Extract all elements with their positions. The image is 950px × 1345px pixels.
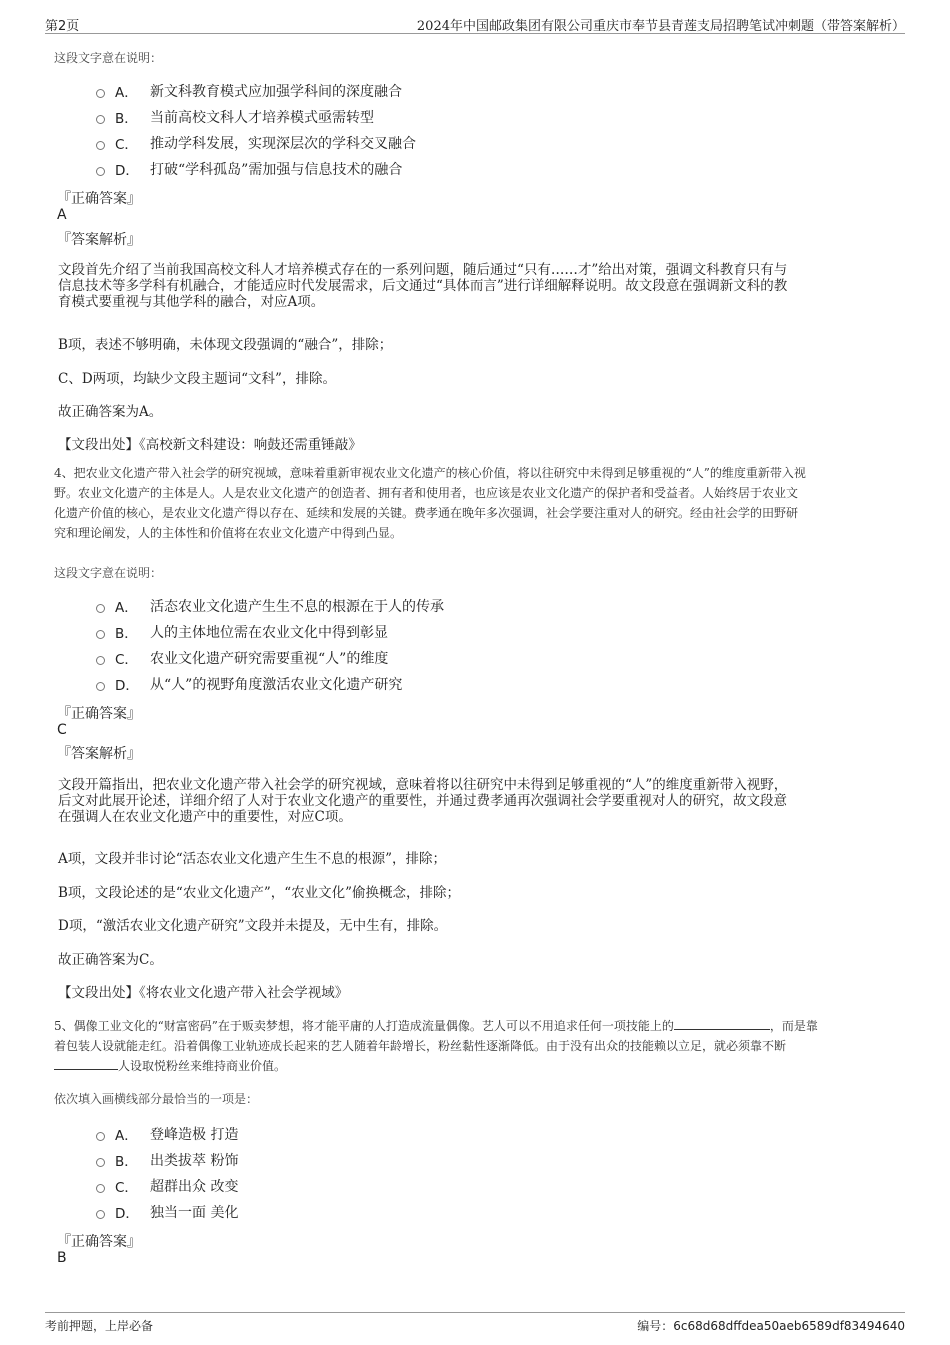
q5-answer: B	[57, 1250, 67, 1266]
q5-answer-label: 『正确答案』	[57, 1234, 141, 1250]
q5-option-c[interactable]: C． 超群出众 改变	[96, 1176, 238, 1196]
q4-analysis-a: A项，文段并非讨论“活态农业文化遗产生生不息的根源”，排除；	[58, 851, 447, 867]
q4-analysis: 文段开篇指出，把农业文化遗产带入社会学的研究视域，意味着将以往研究中未得到足够重视的“人”的维度重新带入视野， 后文对此展开论述，详细介绍了人对于农业文化遗产的重要性，并通过费孝通再次强调社会学要重视对人的研究，故文段意 在强调人在农业文化遗产中的重要性，对应C项。	[58, 777, 788, 825]
radio-icon[interactable]	[96, 656, 105, 665]
q4-source: 【文段出处】《将农业文化遗产带入社会学视域》	[58, 985, 349, 1001]
radio-icon[interactable]	[96, 115, 105, 124]
q4-prompt: 这段文字意在说明：	[54, 566, 163, 580]
q3-option-c[interactable]: C． 推动学科发展，实现深层次的学科交叉融合	[96, 133, 416, 153]
q3-answer: A	[57, 207, 67, 223]
q3-analysis-cd: C、D两项，均缺少文段主题词“文科”，排除。	[58, 371, 336, 387]
q5-option-b[interactable]: B． 出类拔萃 粉饰	[96, 1150, 238, 1170]
radio-icon[interactable]	[96, 141, 105, 150]
q5-passage: 5、偶像工业文化的“财富密码”在于贩卖梦想，将才能平庸的人打造成流量偶像。艺人可以不用追求任何一项技能上的 ，而是靠 着包装人设就能走红。沿着偶像工业轨迹成长起来的艺人随着年龄增长，粉丝黏性逐渐降低。由于没有出众的技能赖以立足，就必须靠不断 人设取悦粉丝来维持商业价值。	[54, 1019, 818, 1073]
q4-option-a[interactable]: A． 活态农业文化遗产生生不息的根源在于人的传承	[96, 596, 444, 616]
radio-icon[interactable]	[96, 167, 105, 176]
q4-passage: 4、把农业文化遗产带入社会学的研究视域，意味着重新审视农业文化遗产的核心价值，将以往研究中未得到足够重视的“人”的维度重新带入视 野。农业文化遗产的主体是人。人是农业文化遗产的创造者、拥有者和使用者，也应该是农业文化遗产的保护者和受益者。人始终居于农业文 化遗产价值的核心，是农业文化遗产得以存在、延续和发展的关键。费孝通在晚年多次强调，社会学要注重对人的研究。经由社会学的田野研 究和理论阐发，人的主体性和价值将在农业文化遗产中得到凸显。	[54, 466, 806, 540]
radio-icon[interactable]	[96, 89, 105, 98]
radio-icon[interactable]	[96, 682, 105, 691]
q4-conclusion: 故正确答案为C。	[58, 952, 163, 968]
q4-analysis-label: 『答案解析』	[57, 746, 141, 762]
q4-analysis-d: D项，“激活农业文化遗产研究”文段并未提及，无中生有，排除。	[58, 918, 448, 934]
q5-option-d[interactable]: D． 独当一面 美化	[96, 1202, 238, 1222]
q3-prompt: 这段文字意在说明：	[54, 51, 163, 65]
radio-icon[interactable]	[96, 1210, 105, 1219]
q3-answer-label: 『正确答案』	[57, 191, 141, 207]
fill-blank-2	[54, 1058, 118, 1070]
q4-option-c[interactable]: C． 农业文化遗产研究需要重视“人”的维度	[96, 648, 388, 668]
radio-icon[interactable]	[96, 630, 105, 639]
q4-answer: C	[57, 722, 67, 738]
page-number: 第2页	[45, 19, 80, 34]
q3-analysis-label: 『答案解析』	[57, 232, 141, 248]
q3-option-a[interactable]: A． 新文科教育模式应加强学科间的深度融合	[96, 81, 402, 101]
radio-icon[interactable]	[96, 1158, 105, 1167]
q5-option-a[interactable]: A． 登峰造极 打造	[96, 1124, 238, 1144]
document-title: 2024年中国邮政集团有限公司重庆市奉节县青莲支局招聘笔试冲刺题（带答案解析）	[416, 19, 905, 34]
q3-option-b[interactable]: B． 当前高校文科人才培养模式亟需转型	[96, 107, 374, 127]
radio-icon[interactable]	[96, 1132, 105, 1141]
page-footer	[45, 1312, 905, 1336]
radio-icon[interactable]	[96, 604, 105, 613]
fill-blank-1	[674, 1018, 770, 1030]
q3-source: 【文段出处】《高校新文科建设：响鼓还需重锤敲》	[58, 437, 362, 453]
document-id: 编号：6c68d68dffdea50aeb6589df83494640	[637, 1319, 905, 1333]
q5-prompt: 依次填入画横线部分最恰当的一项是：	[54, 1092, 259, 1106]
q4-answer-label: 『正确答案』	[57, 706, 141, 722]
q3-analysis: 文段首先介绍了当前我国高校文科人才培养模式存在的一系列问题，随后通过“只有……才”给出对策，强调文科教育只有与 信息技术等多学科有机融合，才能适应时代发展需求，后文通过“具体而言”进行详细解释说明。故文段意在强调新文科的教 育模式要重视与其他学科的融合，对应A项。	[58, 262, 788, 310]
radio-icon[interactable]	[96, 1184, 105, 1193]
q3-analysis-b: B项，表述不够明确，未体现文段强调的“融合”，排除；	[58, 337, 393, 353]
footer-slogan: 考前押题，上岸必备	[45, 1319, 154, 1333]
q3-option-d[interactable]: D． 打破“学科孤岛”需加强与信息技术的融合	[96, 159, 402, 179]
q3-conclusion: 故正确答案为A。	[58, 404, 163, 420]
page-header	[45, 12, 905, 34]
q4-option-d[interactable]: D． 从“人”的视野角度激活农业文化遗产研究	[96, 674, 402, 694]
q4-analysis-b: B项，文段论述的是“农业文化遗产”，“农业文化”偷换概念，排除；	[58, 885, 461, 901]
q4-option-b[interactable]: B． 人的主体地位需在农业文化中得到彰显	[96, 622, 388, 642]
